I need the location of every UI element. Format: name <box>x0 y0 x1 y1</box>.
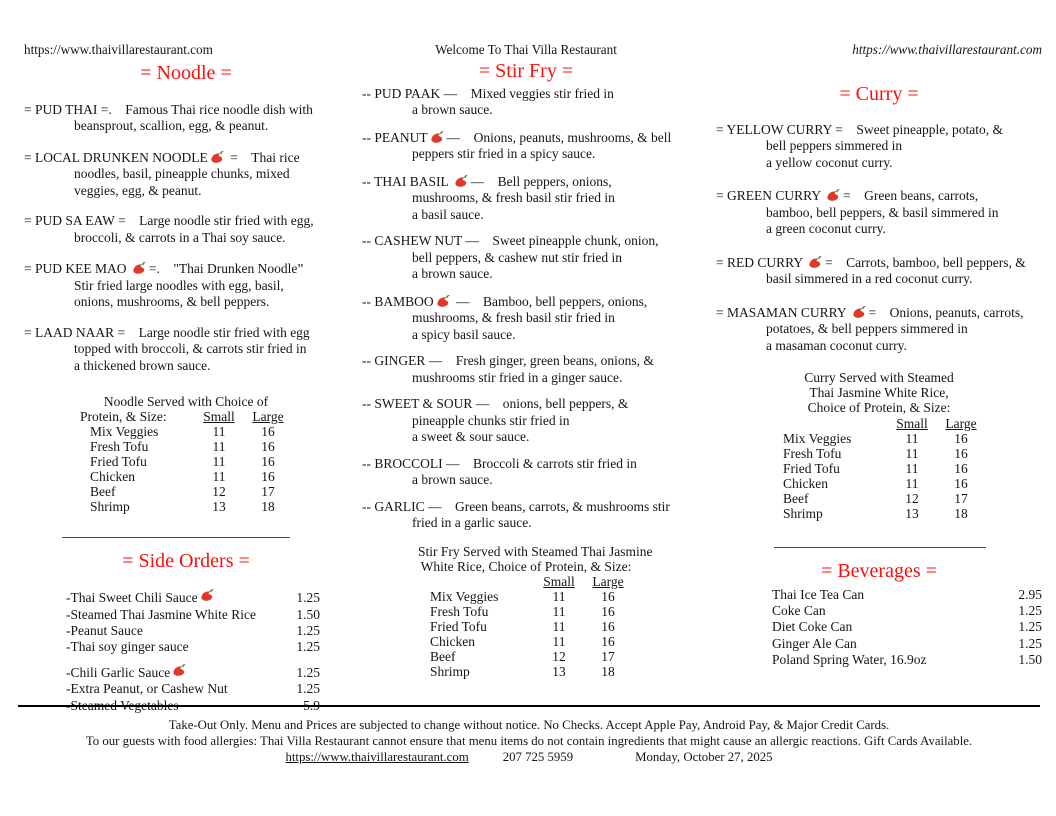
menu-item-desc: Bell peppers, onions, <box>484 173 612 189</box>
footer-contact-line <box>18 750 1040 766</box>
price-table-header <box>418 574 634 589</box>
menu-item-desc-line: mushrooms, & fresh basil stir fried in <box>412 310 615 325</box>
menu-footer <box>18 705 1040 765</box>
stir-fry-column <box>362 42 690 679</box>
menu-item-desc-line: broccoli, & carrots in a Thai soy sauce. <box>74 229 286 245</box>
menu-item-name: -- PUD PAAK — <box>362 85 458 101</box>
menu-item-name: -- GARLIC — <box>362 498 442 514</box>
item-price: 2.95 <box>1018 586 1042 602</box>
price-list-row <box>772 619 1042 635</box>
price-list-row <box>66 623 320 639</box>
price-table-row <box>418 649 634 664</box>
menu-item-desc-line: a sweet & sour sauce. <box>412 429 530 444</box>
menu-item <box>716 122 1042 172</box>
protein-label: Chicken <box>430 633 475 649</box>
website-link[interactable]: https://www.thaivillarestaurant.com <box>285 749 469 764</box>
item-price: 1.50 <box>1018 652 1042 668</box>
menu-item-desc-line: mushrooms, & fresh basil stir fried in <box>412 190 615 205</box>
noodle-price-table <box>78 394 294 514</box>
price-small: 13 <box>552 663 566 679</box>
menu-item-name: = YELLOW CURRY = <box>716 121 843 137</box>
price-column-header: Large <box>592 573 624 589</box>
menu-item-name: -- SWEET & SOUR — <box>362 396 490 411</box>
price-table-caption: White Rice, Choice of Protein, & Size: <box>420 558 632 574</box>
menu-item-name-suffix: = <box>868 304 877 320</box>
item-label: -Thai Sweet Chili Sauce <box>66 590 198 606</box>
chili-pepper-icon <box>171 662 188 677</box>
price-table-row <box>78 484 294 499</box>
section-title-noodle: = Noodle = <box>140 61 232 84</box>
chili-pepper-icon <box>199 587 216 602</box>
protein-label: Mix Veggies <box>90 424 159 440</box>
stir-fry-item-list <box>362 86 690 532</box>
price-table-row <box>78 469 294 484</box>
price-list-row <box>772 636 1042 652</box>
protein-label: Mix Veggies <box>430 588 499 604</box>
protein-label: Shrimp <box>430 663 470 679</box>
menu-item-desc: Broccoli & carrots stir fried in <box>459 455 637 471</box>
protein-label: Fresh Tofu <box>430 603 489 619</box>
price-table-row <box>418 589 634 604</box>
price-table-header <box>771 416 987 431</box>
menu-item-desc-line: a brown sauce. <box>412 266 493 281</box>
menu-item-name: -- BROCCOLI — <box>362 455 460 471</box>
price-small: 11 <box>905 445 919 461</box>
price-table-caption: Choice of Protein, & Size: <box>807 400 951 416</box>
chili-pepper-icon <box>825 187 842 202</box>
price-column-header: Large <box>945 415 977 431</box>
menu-item-name-suffix: = <box>843 188 851 203</box>
stir-fry-price-table <box>418 543 653 679</box>
menu-item-desc: Onions, peanuts, carrots, <box>876 304 1024 320</box>
price-list-row <box>66 662 320 681</box>
price-small: 11 <box>552 633 566 649</box>
section-divider <box>62 537 290 538</box>
price-table-row <box>771 506 987 521</box>
item-price: 1.25 <box>1018 635 1042 651</box>
price-list-row <box>772 603 1042 619</box>
menu-item-desc-line: veggies, egg, & peanut. <box>74 182 202 198</box>
price-large: 16 <box>601 603 615 619</box>
menu-item-desc: Sweet pineapple, potato, & <box>842 121 1003 137</box>
menu-item-desc: Mixed veggies stir fried in <box>457 85 614 101</box>
menu-item-desc-line: bamboo, bell peppers, & basil simmered in <box>766 204 999 220</box>
menu-item-name-suffix: = <box>825 254 833 270</box>
price-large: 18 <box>954 505 968 521</box>
menu-item-desc-line: a brown sauce. <box>412 472 493 487</box>
item-label: -Thai soy ginger sauce <box>66 639 189 655</box>
menu-item-desc-line: a basil sauce. <box>412 206 484 222</box>
price-column-header: Small <box>203 409 235 425</box>
menu-item-desc: Fresh ginger, green beans, onions, & <box>442 353 654 368</box>
protein-label: Chicken <box>90 469 135 485</box>
price-small: 12 <box>552 648 566 664</box>
price-list-row <box>66 681 320 697</box>
menu-item-desc: Green beans, carrots, <box>850 188 979 203</box>
menu-item-desc-line: basil simmered in a red coconut curry. <box>766 271 973 286</box>
menu-item-desc: onions, bell peppers, & <box>489 396 629 411</box>
menu-item <box>716 304 1042 355</box>
menu-item-desc-line: beansprout, scallion, egg, & peanut. <box>74 118 269 133</box>
protein-label: Fried Tofu <box>430 618 487 634</box>
price-table-caption: Curry Served with Steamed <box>804 370 954 385</box>
price-small: 11 <box>212 454 226 470</box>
price-small: 11 <box>552 603 566 619</box>
protein-label: Beef <box>90 484 116 500</box>
price-small: 12 <box>212 484 226 500</box>
price-small: 13 <box>212 499 226 515</box>
protein-label: Fried Tofu <box>783 460 840 476</box>
welcome-text: Welcome To Thai Villa Restaurant <box>435 42 617 57</box>
protein-label: Chicken <box>783 475 828 491</box>
menu-item-desc: Thai rice <box>237 149 300 165</box>
menu-item-desc-line: a thickened brown sauce. <box>74 357 211 373</box>
menu-item <box>716 187 1042 238</box>
item-label: -Steamed Thai Jasmine White Rice <box>66 606 256 622</box>
menu-item <box>362 456 690 489</box>
price-large: 16 <box>954 475 968 491</box>
chili-pepper-icon <box>807 254 824 269</box>
noodle-item-list <box>24 102 348 375</box>
price-large: 17 <box>261 484 275 500</box>
item-price: 1.25 <box>296 623 320 639</box>
price-large: 16 <box>954 445 968 461</box>
menu-item-name: = GREEN CURRY <box>716 188 824 203</box>
price-large: 18 <box>601 663 615 679</box>
price-table-header-label: Protein, & Size: <box>80 409 167 425</box>
menu-item-name: -- GINGER — <box>362 353 443 368</box>
menu-item-name: = LAAD NAAR = <box>24 324 126 340</box>
menu-date: Monday, October 27, 2025 <box>635 749 773 764</box>
menu-item-desc-line: a brown sauce. <box>412 102 493 117</box>
menu-item-desc-line: Stir fried large noodles with egg, basil, <box>74 277 284 293</box>
section-title-side-orders: = Side Orders = <box>122 550 250 573</box>
menu-item-desc: Large noodle stir fried with egg, <box>125 213 314 228</box>
section-title-curry: = Curry = <box>839 82 919 105</box>
menu-item <box>362 396 690 446</box>
item-label: -Chili Garlic Sauce <box>66 664 171 680</box>
item-price: 1.25 <box>296 664 320 680</box>
item-price: 1.50 <box>296 606 320 622</box>
protein-label: Shrimp <box>783 505 823 521</box>
menu-item-desc-line: bell peppers simmered in <box>766 138 903 153</box>
price-large: 16 <box>601 588 615 604</box>
price-small: 11 <box>212 469 226 485</box>
protein-label: Beef <box>430 648 456 664</box>
price-table-row <box>771 446 987 461</box>
menu-item <box>24 149 348 200</box>
curry-item-list <box>716 122 1042 355</box>
chili-pepper-icon <box>851 304 868 319</box>
price-list-row <box>772 652 1042 668</box>
menu-item-name: = LOCAL DRUNKEN NOODLE <box>24 149 208 165</box>
menu-item-name: = MASAMAN CURRY <box>716 304 850 320</box>
price-table-row <box>418 634 634 649</box>
noodle-column <box>24 42 348 714</box>
price-large: 16 <box>601 618 615 634</box>
menu-item <box>24 102 348 135</box>
menu-item <box>362 353 690 386</box>
menu-item-desc: Green beans, carrots, & mushrooms stir <box>441 498 670 514</box>
price-table-header <box>78 409 294 424</box>
menu-item-desc: Large noodle stir fried with egg <box>125 324 310 340</box>
price-small: 11 <box>212 439 226 455</box>
menu-item-desc-line: potatoes, & bell peppers simmered in <box>766 321 968 336</box>
price-small: 12 <box>905 490 919 506</box>
protein-label: Mix Veggies <box>783 430 852 446</box>
menu-item-desc-line: a yellow coconut curry. <box>766 154 893 170</box>
price-table-row <box>78 439 294 454</box>
menu-item-desc-line: a spicy basil sauce. <box>412 326 516 342</box>
chili-pepper-icon <box>453 173 470 188</box>
price-large: 17 <box>954 490 968 506</box>
section-title-stir-fry: = Stir Fry = <box>478 59 574 82</box>
price-table-row <box>771 491 987 506</box>
price-table-caption: Thai Jasmine White Rice, <box>809 385 949 401</box>
menu-item <box>24 325 348 375</box>
price-large: 16 <box>261 454 275 470</box>
item-price: 5.9 <box>303 697 320 713</box>
price-table-row <box>771 476 987 491</box>
chili-pepper-icon <box>435 293 452 308</box>
menu-item-name-suffix: — <box>452 293 470 309</box>
price-large: 16 <box>954 460 968 476</box>
price-column-header: Small <box>896 415 928 431</box>
menu-item <box>24 213 348 246</box>
menu-item-name: = PUD THAI =. <box>24 101 112 117</box>
price-list-row <box>66 607 320 623</box>
chili-pepper-icon <box>429 129 446 144</box>
section-title-beverages: = Beverages = <box>821 559 937 582</box>
price-table-row <box>418 619 634 634</box>
price-small: 11 <box>552 618 566 634</box>
protein-label: Fresh Tofu <box>783 445 842 461</box>
menu-item <box>362 499 690 532</box>
item-price: 1.25 <box>296 639 320 655</box>
menu-item-desc: Sweet pineapple chunk, onion, <box>478 233 659 248</box>
menu-item-name: = PUD KEE MAO <box>24 261 130 276</box>
menu-item-name-suffix: — <box>470 173 485 189</box>
item-label: -Extra Peanut, or Cashew Nut <box>66 681 228 697</box>
menu-item-name: = PUD SA EAW = <box>24 213 126 228</box>
item-price: 1.25 <box>296 590 320 606</box>
beverages-list <box>772 587 1042 669</box>
protein-label: Shrimp <box>90 499 130 515</box>
item-label: Poland Spring Water, 16.9oz <box>772 652 927 668</box>
item-label: Coke Can <box>772 603 826 619</box>
item-price: 1.25 <box>1018 619 1042 635</box>
protein-label: Fried Tofu <box>90 454 147 470</box>
price-small: 11 <box>905 460 919 476</box>
item-label: -Steamed Vegetables <box>66 697 179 713</box>
price-table-row <box>78 454 294 469</box>
price-table-row <box>771 431 987 446</box>
price-large: 17 <box>601 648 615 664</box>
menu-item-desc: "Thai Drunken Noodle” <box>159 261 304 276</box>
menu-item-name: -- BAMBOO <box>362 293 434 309</box>
menu-item <box>362 129 690 163</box>
price-table-caption: Stir Fry Served with Steamed Thai Jasmine <box>418 543 653 559</box>
menu-item-desc-line: pineapple chunks stir fried in <box>412 412 570 428</box>
price-table-header-label <box>418 574 536 589</box>
protein-label: Fresh Tofu <box>90 439 149 455</box>
website-url-left: https://www.thaivillarestaurant.com <box>24 42 213 57</box>
item-label: Thai Ice Tea Can <box>772 586 865 602</box>
item-price: 1.25 <box>1018 603 1042 619</box>
menu-item-desc: Carrots, bamboo, bell peppers, & <box>832 254 1026 270</box>
menu-item-desc-line: a masaman coconut curry. <box>766 337 907 353</box>
price-large: 16 <box>261 469 275 485</box>
menu-item-desc-line: peppers stir fried in a spicy sauce. <box>412 146 596 161</box>
menu-item-name: = RED CURRY <box>716 254 807 270</box>
curry-column <box>716 42 1042 669</box>
footer-policy-line: Take-Out Only. Menu and Prices are subjected to change without notice. No Checks. Accept Apple Pay, Android Pay, & Major Credit Cards. <box>168 718 890 732</box>
price-large: 18 <box>261 499 275 515</box>
price-list-row <box>66 639 320 655</box>
menu-item-desc-line: topped with broccoli, & carrots stir fried in <box>74 341 307 356</box>
price-table-row <box>78 424 294 439</box>
menu-item <box>24 260 348 311</box>
section-divider <box>774 547 986 548</box>
menu-item-desc-line: onions, mushrooms, & bell peppers. <box>74 294 270 309</box>
menu-item-desc-line: fried in a garlic sauce. <box>412 515 532 530</box>
curry-price-table <box>771 370 987 521</box>
item-label: Diet Coke Can <box>772 619 853 635</box>
price-table-header-label <box>771 416 889 431</box>
price-column-header: Small <box>543 573 575 589</box>
price-large: 16 <box>601 633 615 649</box>
menu-item-desc: Bamboo, bell peppers, onions, <box>469 293 648 309</box>
price-list-row <box>772 587 1042 603</box>
price-table-row <box>771 461 987 476</box>
menu-item-desc-line: noodles, basil, pineapple chunks, mixed <box>74 166 290 181</box>
menu-item <box>362 293 690 344</box>
item-label: -Peanut Sauce <box>66 623 143 639</box>
menu-item-name-suffix: — <box>446 129 461 145</box>
phone-number: 207 725 5959 <box>502 749 574 764</box>
footer-allergy-line: To our guests with food allergies: Thai Villa Restaurant cannot ensure that menu items do not contain ingredients that might cause an allergic reactions. Gift Cards Available. <box>85 733 973 748</box>
menu-item-desc: Onions, peanuts, mushrooms, & bell <box>460 129 672 145</box>
menu-item-name: -- PEANUT <box>362 129 428 145</box>
price-table-row <box>418 664 634 679</box>
price-small: 11 <box>905 475 919 491</box>
chili-pepper-icon <box>209 149 226 164</box>
menu-item <box>716 254 1042 288</box>
menu-item-name: -- CASHEW NUT — <box>362 233 479 248</box>
price-large: 16 <box>261 424 275 440</box>
price-column-header: Large <box>252 409 284 425</box>
protein-label: Beef <box>783 490 809 506</box>
menu-item-desc-line: bell peppers, & cashew nut stir fried in <box>412 249 622 265</box>
side-orders-list <box>66 587 320 714</box>
price-large: 16 <box>954 430 968 446</box>
menu-item-name: -- THAI BASIL <box>362 173 452 189</box>
menu-item-name-suffix: =. <box>148 261 160 276</box>
price-small: 11 <box>552 588 566 604</box>
menu-item-desc: Famous Thai rice noodle dish with <box>111 101 313 117</box>
price-small: 11 <box>212 424 226 440</box>
chili-pepper-icon <box>131 260 148 275</box>
menu-item <box>362 86 690 119</box>
menu-item-desc-line: mushrooms stir fried in a ginger sauce. <box>412 369 623 385</box>
menu-item-desc-line: a green coconut curry. <box>766 221 886 236</box>
menu-item <box>362 173 690 224</box>
menu-item <box>362 233 690 283</box>
price-table-row <box>418 604 634 619</box>
price-table-row <box>78 499 294 514</box>
item-price: 1.25 <box>296 681 320 697</box>
website-url-right: https://www.thaivillarestaurant.com <box>852 42 1042 57</box>
item-label: Ginger Ale Can <box>772 635 857 651</box>
price-small: 13 <box>905 505 919 521</box>
price-list-row <box>66 587 320 606</box>
menu-item-name-suffix: = <box>226 149 238 165</box>
price-large: 16 <box>261 439 275 455</box>
price-table-caption: Noodle Served with Choice of <box>103 394 269 409</box>
price-small: 11 <box>905 430 919 446</box>
